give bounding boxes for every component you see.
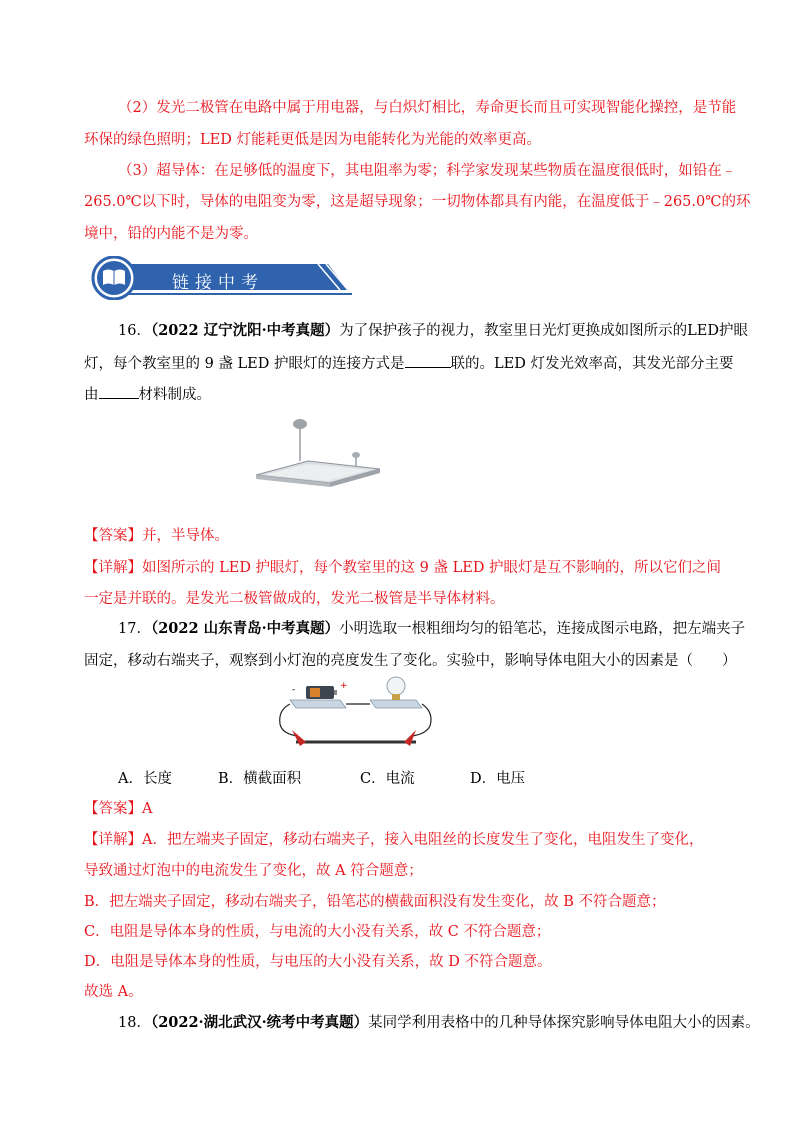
q16-detail2: 一定是并联的。是发光二极管做成的，发光二极管是半导体材料。 <box>84 591 505 607</box>
q17-text1: 小明选取一根粗细均匀的铅笔芯，连接成图示电路，把左端夹子 <box>339 621 746 637</box>
q17-option-c: C．电流 <box>360 771 415 787</box>
q16-blank2 <box>99 384 139 399</box>
svg-text:+: + <box>340 681 348 691</box>
q16-text1: 为了保护孩子的视力，教室里日光灯更换成如图所示的LED护眼 <box>339 323 748 339</box>
q18-text1: 某同学利用表格中的几种导体探究影响导体电阻大小的因素。 <box>368 1015 760 1031</box>
q16-number: 16． <box>118 323 151 339</box>
q17-detail1: 【详解】A．把左端夹子固定，移动右端夹子，接入电阻丝的长度发生了变化，电阻发生了变化， <box>84 832 704 848</box>
q17-option-b: B．横截面积 <box>218 771 302 787</box>
q17-option-d: D．电压 <box>470 771 526 787</box>
q16-line2 <box>84 353 733 374</box>
q16-text2a: 灯，每个教室里的 9 盏 LED 护眼灯的连接方式是 <box>84 356 405 372</box>
banner-title: 链接中考 <box>172 273 264 293</box>
q16-answer: 【答案】并，半导体。 <box>84 528 229 544</box>
svg-text:-: - <box>292 685 296 695</box>
q17-detail2: 导致通过灯泡中的电流发生了变化，故 A 符合题意； <box>84 863 423 879</box>
q18-number: 18． <box>118 1015 151 1031</box>
q18-line1 <box>118 1013 760 1033</box>
q17-detail4: C．电阻是导体本身的性质，与电流的大小没有关系，故 C 不符合题意； <box>84 924 551 940</box>
q17-source: （2022 山东青岛·中考真题） <box>150 620 340 637</box>
q16-blank1 <box>405 353 451 368</box>
q17-number: 17． <box>118 621 151 637</box>
q16-line1 <box>118 321 748 341</box>
q16-line3 <box>84 384 211 405</box>
circuit-image <box>276 672 436 752</box>
q16-text2b: 联的。LED 灯发光效率高，其发光部分主要 <box>450 356 734 372</box>
q17-answer: 【答案】A <box>84 801 153 817</box>
q16-detail1: 【详解】如图所示的 LED 护眼灯，每个教室里的这 9 盏 LED 护眼灯是互不影响的，所以它们之间 <box>84 560 722 576</box>
q16-text3a: 由 <box>84 387 99 403</box>
led-lamp-image <box>252 415 392 490</box>
q17-conclusion: 故选 A。 <box>84 984 143 1000</box>
section3-line1: （3）超导体：在足够低的温度下，其电阻率为零；科学家发现某些物质在温度很低时，如铅在﹣ <box>118 163 737 179</box>
book-icon <box>103 270 125 286</box>
section2-line2: 环保的绿色照明；LED 灯能耗更低是因为电能转化为光能的效率更高。 <box>84 132 541 148</box>
section3-line2: 265.0℃以下时，导体的电阻变为零，这是超导现象；一切物体都具有内能，在温度低于﹣265.0℃的环 <box>84 194 751 210</box>
q17-line2: 固定，移动右端夹子，观察到小灯泡的亮度发生了变化。实验中，影响导体电阻大小的因素是（ ） <box>84 653 737 669</box>
q16-text3b: 材料制成。 <box>138 387 211 403</box>
section2-line1: （2）发光二极管在电路中属于用电器，与白炽灯相比，寿命更长而且可实现智能化操控，是节能 <box>118 100 737 116</box>
q17-line1 <box>118 619 745 639</box>
q17-option-a: A．长度 <box>118 771 172 787</box>
q17-detail5: D．电阻是导体本身的性质，与电压的大小没有关系，故 D 不符合题意。 <box>84 954 552 970</box>
q18-source: （2022·湖北武汉·统考中考真题） <box>150 1014 369 1031</box>
section3-line3: 境中，铅的内能不是为零。 <box>84 226 258 242</box>
q17-detail3: B．把左端夹子固定，移动右端夹子，铅笔芯的横截面积没有发生变化，故 B 不符合题意； <box>84 894 666 910</box>
q16-source: （2022 辽宁沈阳·中考真题） <box>150 322 340 339</box>
